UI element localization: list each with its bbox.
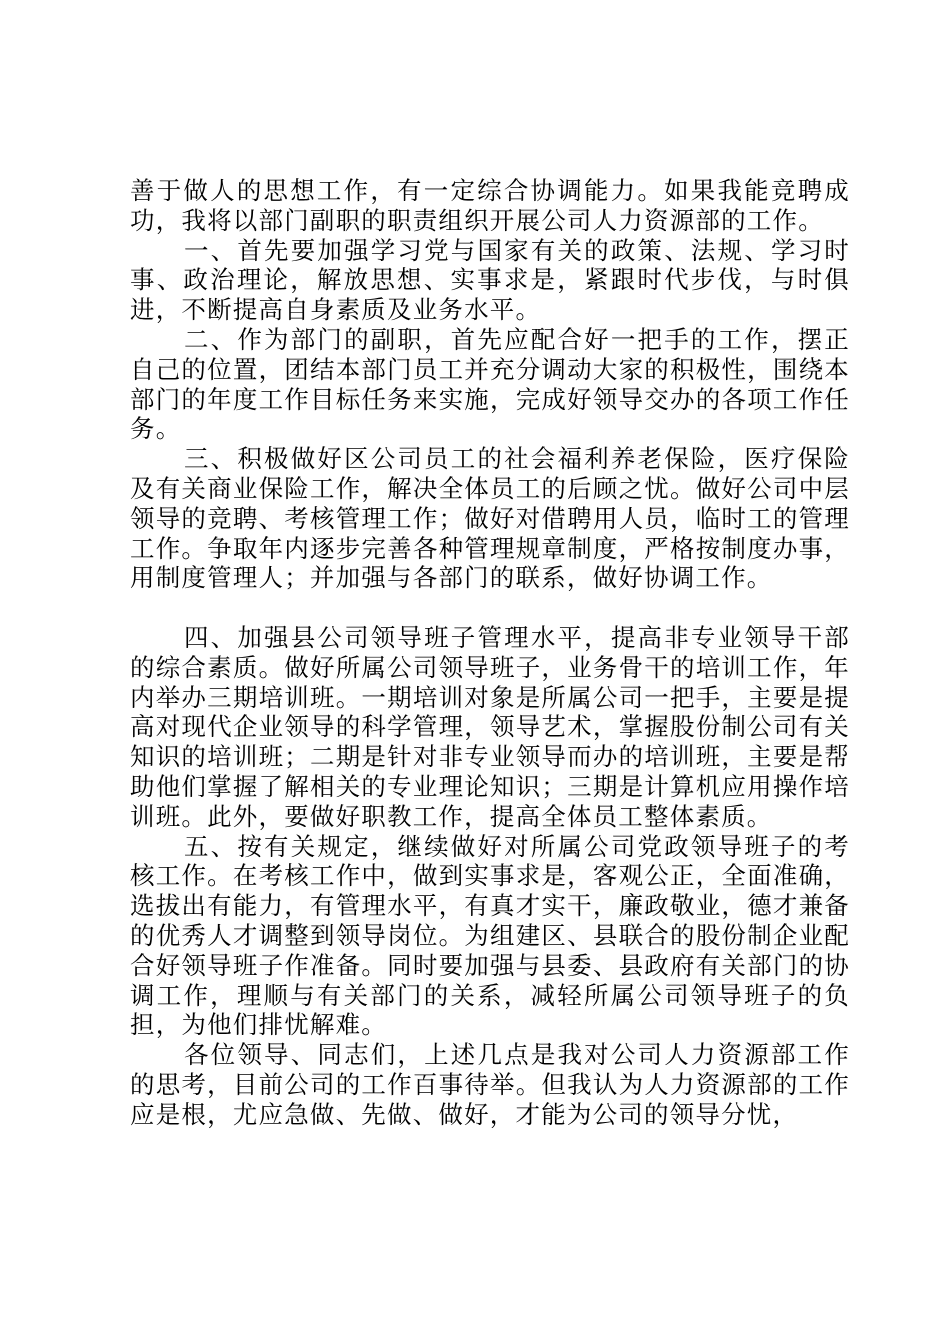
paragraph-item-2: 二、作为部门的副职，首先应配合好一把手的工作，摆正自己的位置，团结本部门员工并充分调动大家的积极性，围绕本部门的年度工作目标任务来实施，完成好领导交办的各项工作任务。 — [130, 324, 850, 444]
paragraph-gap — [130, 593, 850, 623]
paragraph-closing: 各位领导、同志们，上述几点是我对公司人力资源部工作的思考，目前公司的工作百事待举。但我认为人力资源部的工作应是根，尤应急做、先做、做好，才能为公司的领导分忧， — [130, 1040, 850, 1129]
paragraph-item-3: 三、积极做好区公司员工的社会福利养老保险，医疗保险及有关商业保险工作，解决全体员工的后顾之忧。做好公司中层领导的竞聘、考核管理工作；做好对借聘用人员，临时工的管理工作。争取年内逐步完善各种管理规章制度，严格按制度办事，用制度管理人；并加强与各部门的联系，做好协调工作。 — [130, 444, 850, 593]
paragraph-item-4: 四、加强县公司领导班子管理水平，提高非专业领导干部的综合素质。做好所属公司领导班子，业务骨干的培训工作，年内举办三期培训班。一期培训对象是所属公司一把手，主要是提高对现代企业领导的科学管理，领导艺术，掌握股份制公司有关知识的培训班；二期是针对非专业领导而办的培训班，主要是帮助他们掌握了解相关的专业理论知识；三期是计算机应用操作培训班。此外，要做好职教工作，提高全体员工整体素质。 — [130, 622, 850, 831]
paragraph-continuation: 善于做人的思想工作，有一定综合协调能力。如果我能竞聘成功，我将以部门副职的职责组织开展公司人力资源部的工作。 — [130, 176, 850, 235]
document-page — [130, 176, 850, 1130]
paragraph-item-1: 一、首先要加强学习党与国家有关的政策、法规、学习时事、政治理论，解放思想、实事求是，紧跟时代步伐，与时俱进，不断提高自身素质及业务水平。 — [130, 235, 850, 325]
paragraph-item-5: 五、按有关规定，继续做好对所属公司党政领导班子的考核工作。在考核工作中，做到实事求是，客观公正，全面准确，选拔出有能力，有管理水平，有真才实干，廉政敬业，德才兼备的优秀人才调整到领导岗位。为组建区、县联合的股份制企业配合好领导班子作准备。同时要加强与县委、县政府有关部门的协调工作，理顺与有关部门的关系，减轻所属公司领导班子的负担，为他们排忧解难。 — [130, 831, 850, 1040]
